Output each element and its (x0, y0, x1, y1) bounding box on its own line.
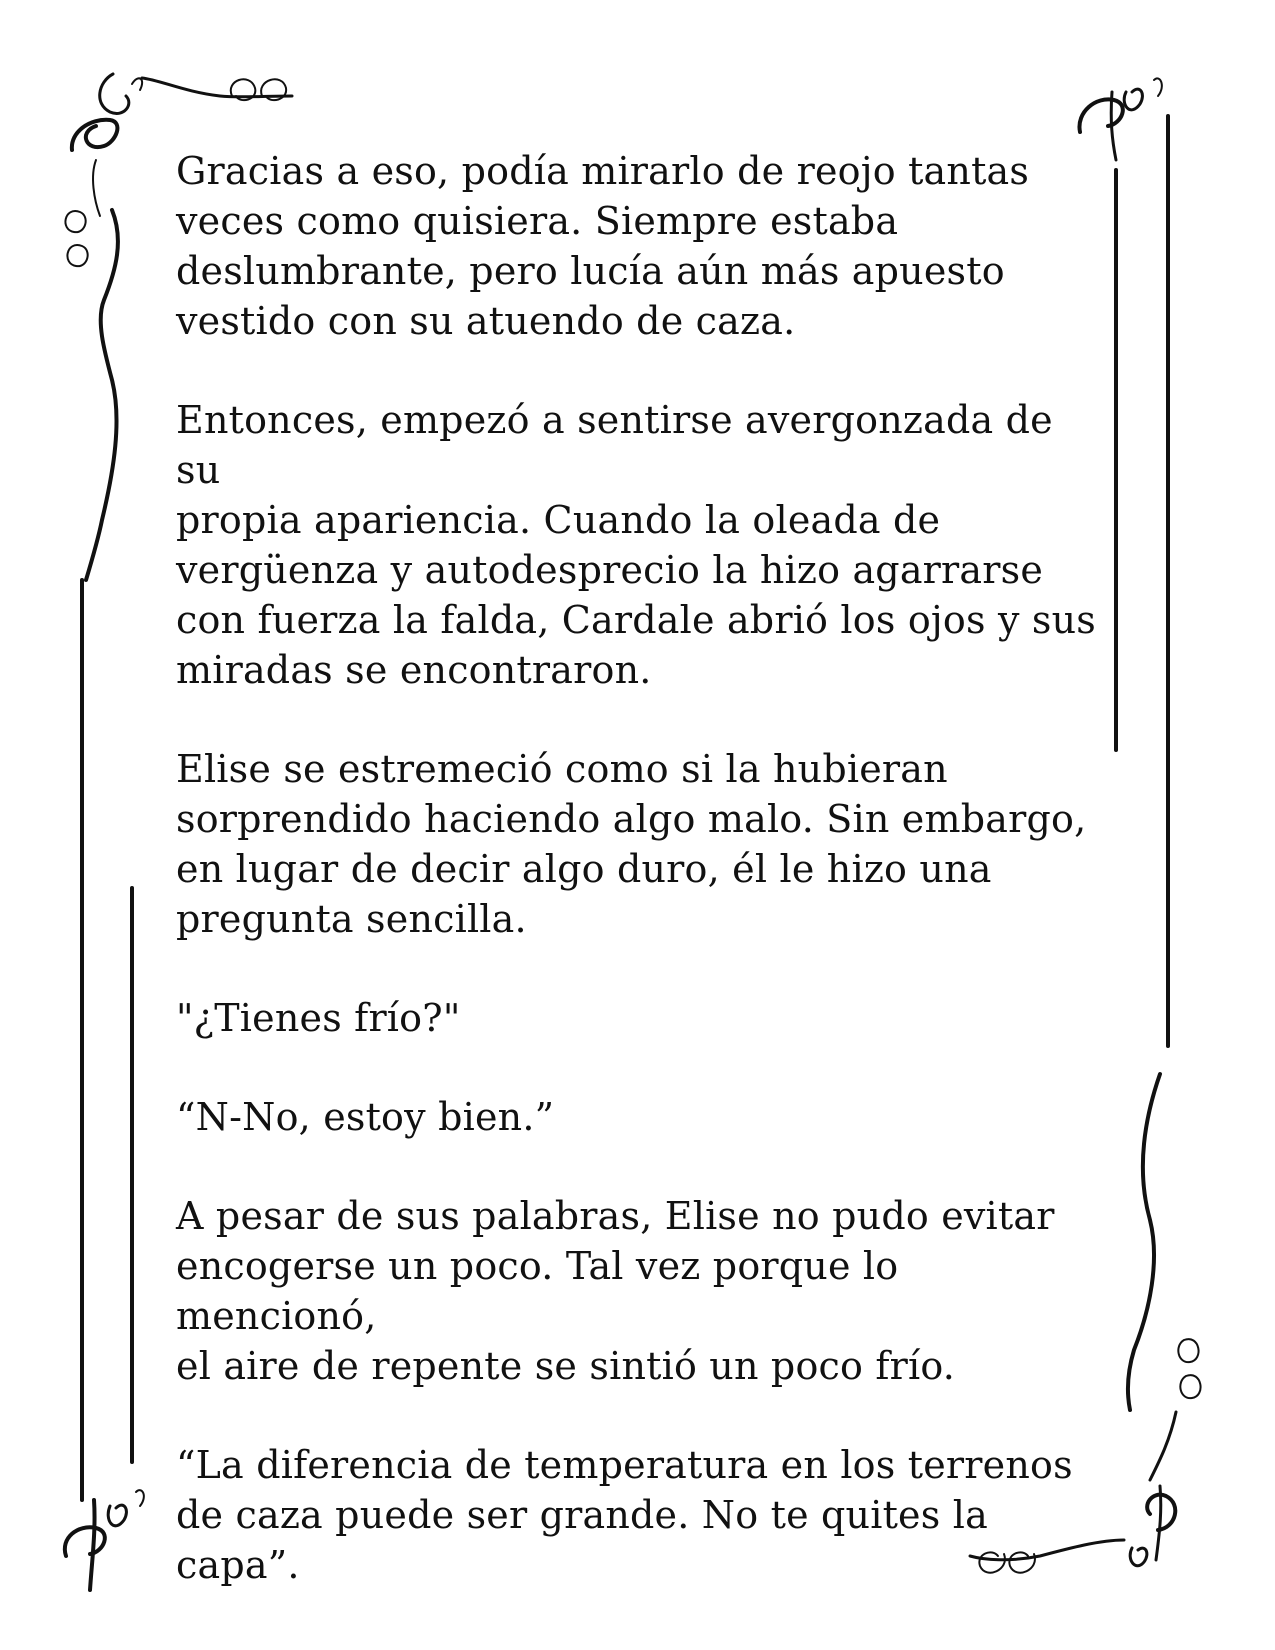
flourish-bottom-left-icon (65, 1490, 144, 1590)
dialogue-cloak: “La diferencia de temperatura en los terrenos de caza puede ser grande. No te quites la capa”. (176, 1443, 1073, 1587)
dialogue-question: "¿Tienes frío?" (176, 996, 461, 1040)
paragraph-3: Elise se estremeció como si la hubieran sorprendido haciendo algo malo. Sin embargo, en lugar de decir algo duro, él le hizo una pregunta sencilla. (176, 747, 1087, 941)
paragraph-2: Entonces, empezó a sentirse avergonzada de su propia apariencia. Cuando la oleada de vergüenza y autodesprecio la hizo agarrarse con fuerza la falda, Cardale abrió los ojos y sus miradas se encontraron. (176, 398, 1096, 692)
paragraph-6: A pesar de sus palabras, Elise no pudo evitar encogerse un poco. Tal vez porque lo mencionó, el aire de repente se sintió un poco frío. (176, 1194, 1055, 1388)
dialogue-answer: “N-No, estoy bien.” (176, 1095, 555, 1139)
story-text (176, 146, 1106, 1590)
paragraph-1: Gracias a eso, podía mirarlo de reojo tantas veces como quisiera. Siempre estaba deslumbrante, pero lucía aún más apuesto vestido con su atuendo de caza. (176, 149, 1030, 343)
